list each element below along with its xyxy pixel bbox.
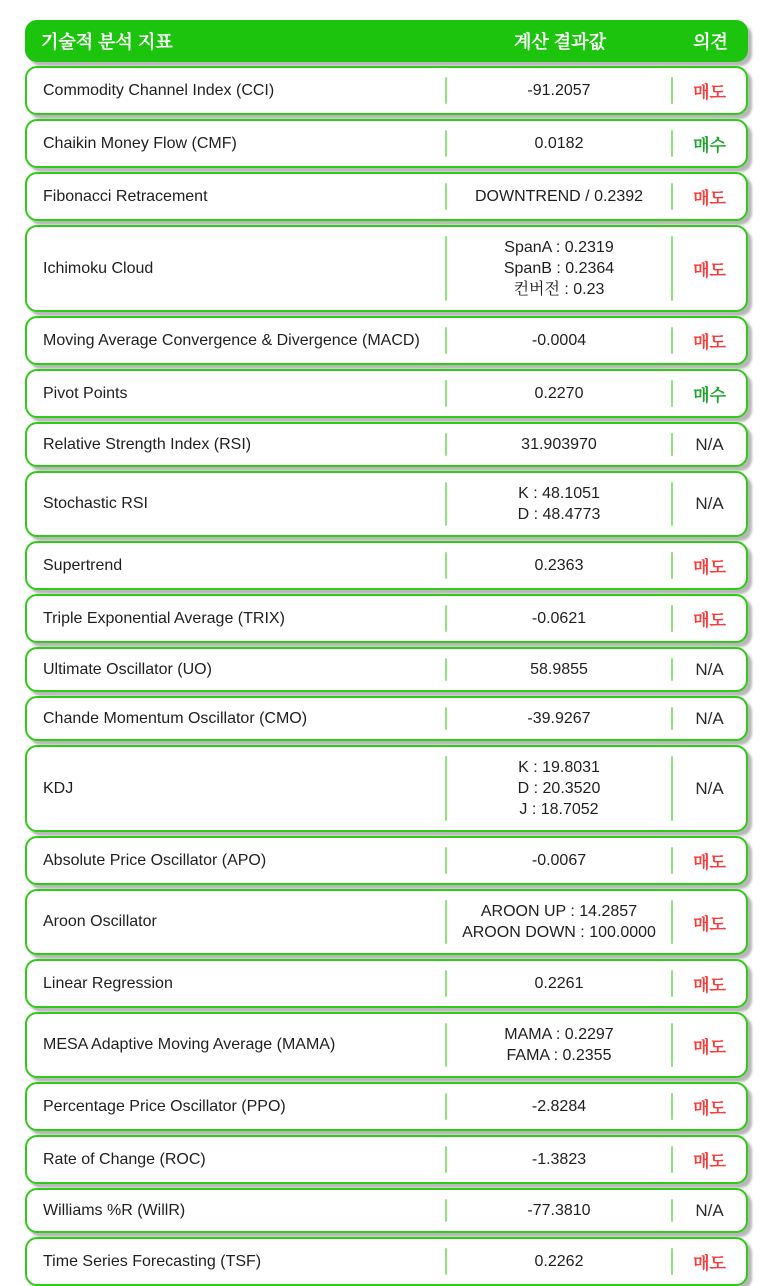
indicator-name: Absolute Price Oscillator (APO) — [43, 851, 267, 869]
value-line: AROON DOWN : 100.0000 — [462, 924, 656, 941]
opinion-badge: 매도 — [693, 83, 726, 102]
opinion-badge: 매도 — [693, 558, 726, 577]
value-line: -39.9267 — [527, 710, 591, 727]
indicator-name: Pivot Points — [43, 384, 128, 402]
table-row — [25, 1135, 748, 1184]
indicator-value — [447, 174, 671, 219]
opinion-badge: 매도 — [693, 1254, 726, 1273]
indicator-value — [447, 371, 671, 416]
value-line: 0.2363 — [534, 557, 584, 574]
indicator-name: Aroon Oscillator — [43, 913, 157, 930]
indicator-value — [447, 1137, 671, 1182]
table-row — [25, 225, 748, 312]
opinion-badge: 매도 — [693, 1099, 726, 1118]
indicator-name: Supertrend — [43, 556, 123, 574]
indicator-name: Chaikin Money Flow (CMF) — [43, 134, 237, 152]
opinion-badge: N/A — [695, 659, 724, 679]
indicator-value — [447, 838, 671, 883]
indicator-value — [447, 698, 671, 739]
table-row — [25, 1188, 748, 1233]
table-row — [25, 1082, 748, 1131]
indicator-name: Ichimoku Cloud — [43, 259, 154, 277]
indicator-value — [447, 543, 671, 588]
table-row — [25, 172, 748, 221]
table-row — [25, 959, 748, 1008]
indicator-name: Time Series Forecasting (TSF) — [43, 1252, 262, 1270]
indicator-value — [447, 1014, 671, 1076]
table-row — [25, 594, 748, 643]
value-line: K : 19.8031 — [518, 759, 600, 776]
indicator-name: Fibonacci Retracement — [43, 187, 208, 205]
table-row — [25, 836, 748, 885]
table-body — [25, 66, 748, 1286]
indicator-value — [447, 318, 671, 363]
table-row — [25, 316, 748, 365]
value-line: 0.2261 — [534, 975, 584, 992]
indicator-name: Triple Exponential Average (TRIX) — [43, 609, 285, 627]
value-line: SpanB : 0.2364 — [503, 260, 615, 277]
value-line: 31.903970 — [521, 436, 597, 453]
indicator-value — [447, 68, 671, 113]
value-line: -77.3810 — [527, 1202, 591, 1219]
indicator-name: Relative Strength Index (RSI) — [43, 435, 252, 453]
opinion-badge: 매수 — [693, 386, 726, 405]
opinion-badge: 매도 — [693, 976, 726, 995]
indicator-value — [447, 121, 671, 166]
value-line: MAMA : 0.2297 — [504, 1026, 614, 1043]
header-opinion-label: 의견 — [693, 32, 728, 52]
opinion-badge: N/A — [695, 1200, 724, 1220]
indicator-name: Percentage Price Oscillator (PPO) — [43, 1097, 286, 1115]
table-row — [25, 745, 748, 832]
opinion-badge: 매수 — [693, 136, 726, 155]
table-row — [25, 119, 748, 168]
indicator-name: Rate of Change (ROC) — [43, 1150, 206, 1168]
value-line: -0.0067 — [531, 852, 587, 869]
header-value-label: 계산 결과값 — [514, 32, 606, 52]
value-line: -0.0621 — [531, 610, 587, 627]
value-line: 58.9855 — [530, 661, 588, 678]
opinion-badge: N/A — [695, 778, 724, 798]
indicator-name: Commodity Channel Index (CCI) — [43, 81, 275, 99]
table-row — [25, 1237, 748, 1286]
value-line: 컨버전 : 0.23 — [513, 281, 605, 298]
opinion-badge: 매도 — [693, 611, 726, 630]
value-line: D : 48.4773 — [517, 506, 601, 523]
indicator-value — [447, 1190, 671, 1231]
header-indicator-label: 기술적 분석 지표 — [41, 32, 173, 52]
table-row — [25, 647, 748, 692]
table-row — [25, 1012, 748, 1078]
value-line: DOWNTREND / 0.2392 — [474, 188, 644, 205]
value-line: SpanA : 0.2319 — [504, 239, 614, 256]
value-line: FAMA : 0.2355 — [506, 1047, 612, 1064]
table-row — [25, 889, 748, 955]
table-row — [25, 369, 748, 418]
indicator-value — [447, 891, 671, 953]
value-line: K : 48.1051 — [518, 485, 600, 502]
value-line: D : 20.3520 — [517, 780, 601, 797]
table-row — [25, 66, 748, 115]
value-line: -2.8284 — [531, 1098, 587, 1115]
indicator-name: Moving Average Convergence & Divergence (MACD) — [43, 331, 420, 349]
opinion-badge: 매도 — [693, 261, 726, 280]
value-line: 0.2262 — [534, 1253, 584, 1270]
indicator-name: KDJ — [43, 779, 74, 797]
opinion-badge: N/A — [695, 708, 724, 728]
value-line: AROON UP : 14.2857 — [480, 903, 638, 920]
opinion-badge: 매도 — [693, 333, 726, 352]
indicator-name: Chande Momentum Oscillator (CMO) — [43, 709, 308, 727]
indicator-name: Stochastic RSI — [43, 495, 148, 512]
table-row — [25, 471, 748, 537]
value-line: -91.2057 — [527, 82, 591, 99]
indicator-name: Ultimate Oscillator (UO) — [43, 660, 212, 678]
indicator-value — [447, 747, 671, 830]
indicator-name: MESA Adaptive Moving Average (MAMA) — [43, 1036, 336, 1053]
opinion-badge: 매도 — [693, 914, 726, 934]
indicator-name: Williams %R (WillR) — [43, 1201, 186, 1219]
indicator-value — [447, 961, 671, 1006]
indicator-value — [447, 424, 671, 465]
opinion-badge: 매도 — [693, 853, 726, 872]
table-row — [25, 696, 748, 741]
indicator-value — [447, 1084, 671, 1129]
value-line: -1.3823 — [531, 1151, 587, 1168]
indicator-value — [447, 473, 671, 535]
value-line: J : 18.7052 — [519, 801, 599, 818]
opinion-badge: 매도 — [693, 189, 726, 208]
opinion-badge: N/A — [695, 434, 724, 454]
indicator-value — [447, 596, 671, 641]
value-line: 0.0182 — [534, 135, 584, 152]
indicator-name: Linear Regression — [43, 974, 173, 992]
indicator-value — [447, 227, 671, 310]
value-line: 0.2270 — [534, 385, 584, 402]
indicator-value — [447, 649, 671, 690]
opinion-badge: 매도 — [693, 1037, 726, 1057]
table-header-row — [25, 20, 748, 62]
technical-analysis-table — [25, 20, 748, 1286]
value-line: -0.0004 — [531, 332, 587, 349]
table-row — [25, 422, 748, 467]
opinion-badge: 매도 — [693, 1152, 726, 1171]
opinion-badge: N/A — [695, 494, 724, 513]
indicator-value — [447, 1239, 671, 1284]
table-row — [25, 541, 748, 590]
